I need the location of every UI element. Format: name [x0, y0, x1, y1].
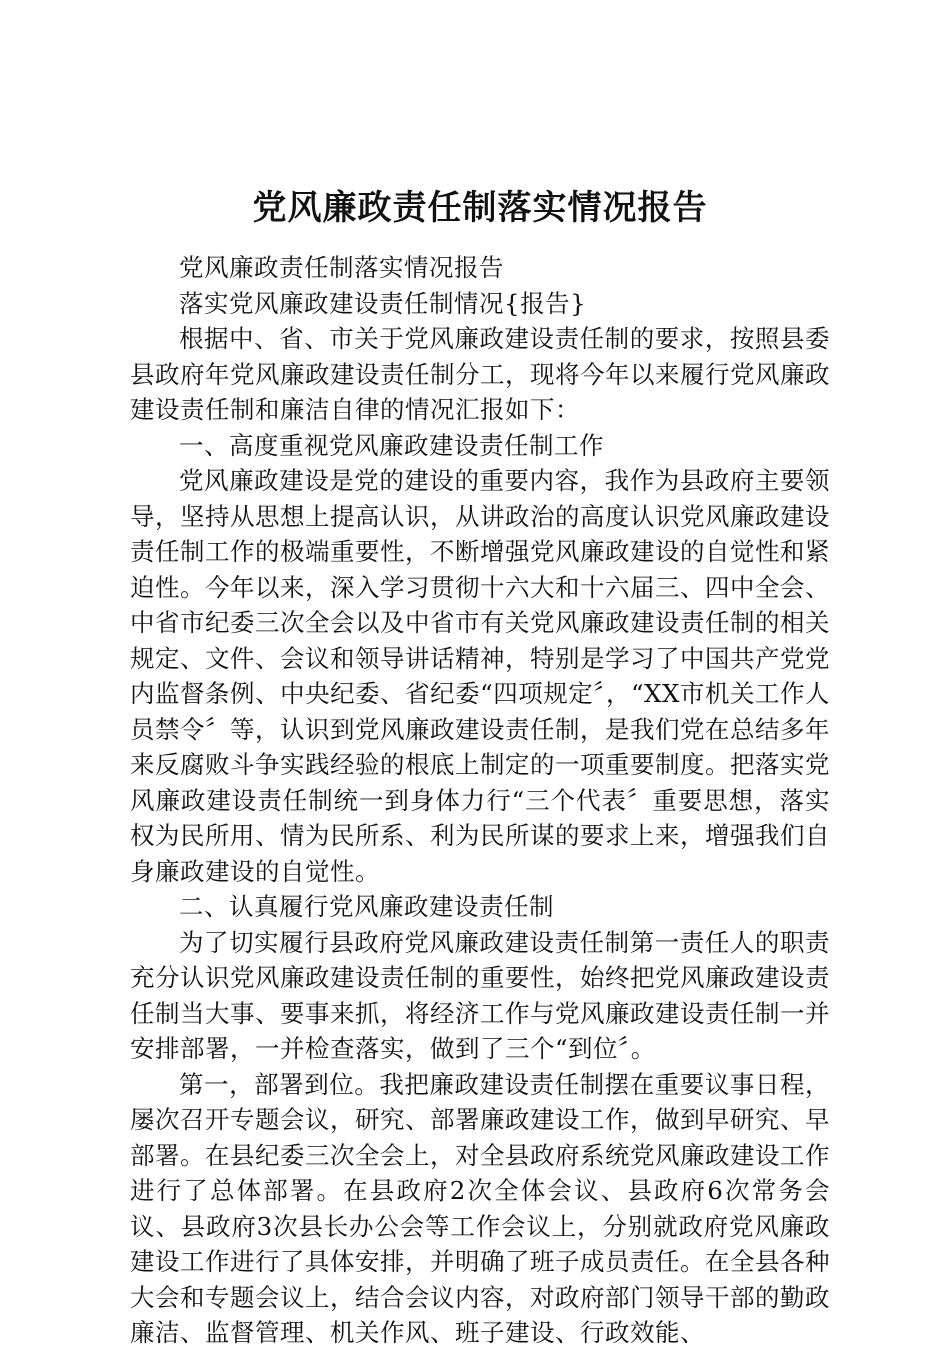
- paragraph-report-heading: 落实党风廉政建设责任制情况{报告}: [179, 288, 587, 318]
- paragraph-section-2-body: 为了切实履行县政府党风廉政建设责任制第一责任人的职责充分认识党风廉政建设责任制的重要性，始终把党风廉政建设责任制当大事、要事来抓，将经济工作与党风廉政建设责任制一并安排部署，一并检查落实，做到了三个“到位〞。: [130, 927, 830, 1063]
- paragraph-first-point: 第一，部署到位。我把廉政建设责任制摆在重要议事日程，屡次召开专题会议，研究、部署廉政建设工作，做到早研究、早部署。在县纪委三次全会上，对全县政府系统党风廉政建设工作进行了总体部署。在县政府2次全体会议、县政府6次常务会议、县政府3次县长办公会等工作会议上，分别就政府党风廉政建设工作进行了具体安排，并明确了班子成员责任。在全县各种大会和专题会议上，结合会议内容，对政府部门领导干部的勤政廉洁、监督管理、机关作风、班子建设、行政效能、: [130, 1069, 830, 1347]
- section-heading-1: 一、高度重视党风廉政建设责任制工作: [179, 430, 604, 460]
- paragraph-section-1-body: 党风廉政建设是党的建设的重要内容，我作为县政府主要领导，坚持从思想上提高认识，从讲政治的高度认识党风廉政建设责任制工作的极端重要性，不断增强党风廉政建设的自觉性和紧迫性。今年以来，深入学习贯彻十六大和十六届三、四中全会、中省市纪委三次全会以及中省市有关党风廉政建设责任制的相关规定、文件、会议和领导讲话精神，特别是学习了中国共产党党内监督条例、中央纪委、省纪委“四项规定〞，“XX市机关工作人员禁令〞等，认识到党风廉政建设责任制，是我们党在总结多年来反腐败斗争实践经验的根底上制定的一项重要制度。把落实党风廉政建设责任制统一到身体力行“三个代表〞重要思想，落实权为民所用、情为民所系、利为民所谋的要求上来，增强我们自身廉政建设的自觉性。: [130, 466, 830, 886]
- paragraph-subtitle: 党风廉政责任制落实情况报告: [179, 253, 504, 282]
- paragraph-intro: 根据中、省、市关于党风廉政建设责任制的要求，按照县委县政府年党风廉政建设责任制分工，现将今年以来履行党风廉政建设责任制和廉洁自律的情况汇报如下：: [130, 324, 830, 424]
- section-heading-2: 二、认真履行党风廉政建设责任制: [179, 892, 554, 921]
- document-title: 党风廉政责任制落实情况报告: [252, 188, 708, 228]
- document-page: [130, 180, 830, 1351]
